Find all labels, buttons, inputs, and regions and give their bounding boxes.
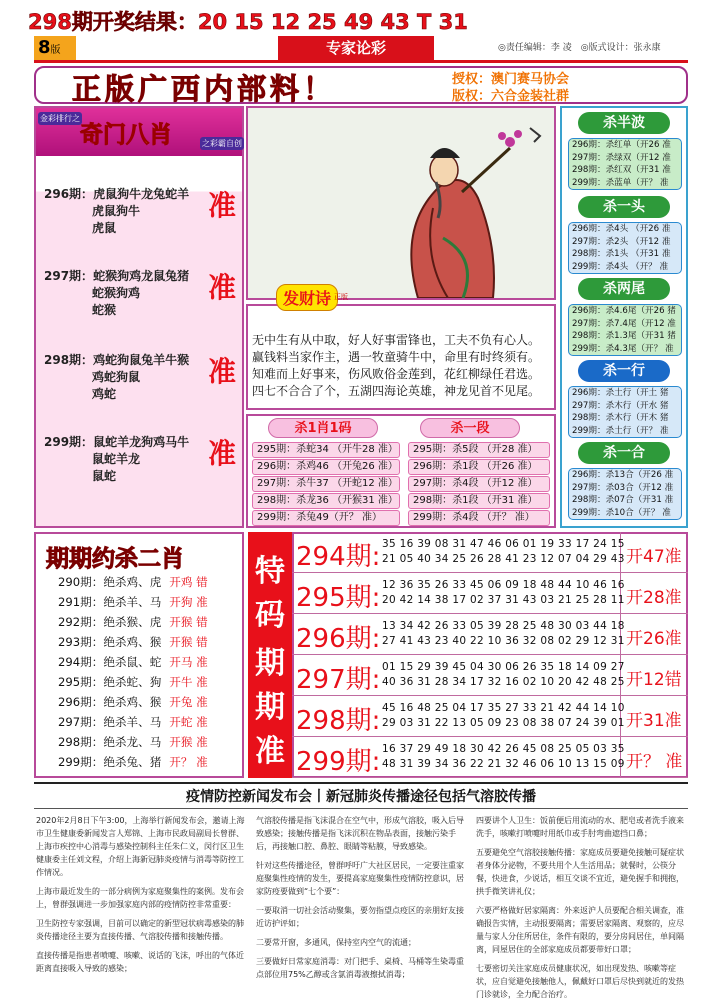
special-code-numbers: 45 16 48 25 04 17 35 27 33 21 42 44 14 10	[382, 702, 625, 714]
kill-one-segment-row: 296期：杀1段 （开26 准）	[408, 459, 550, 475]
qimen-period: 298期：	[44, 353, 94, 367]
kill-two-xiao-result: 开？ 准	[169, 755, 208, 769]
right-group-row: 296期：杀红单（开26 准	[572, 140, 671, 150]
kill-one-xiao-title: 杀1肖1码	[268, 418, 378, 438]
kill-two-xiao-row	[58, 754, 208, 771]
special-code-period: 296期:	[296, 624, 381, 654]
draw-result-headline: 298期开奖结果：20 15 12 25 49 43 T 31	[28, 10, 468, 34]
right-group-title: 杀半波	[578, 112, 670, 134]
qimen-zodiacs-2: 鼠蛇	[92, 469, 117, 483]
qimen-zodiacs-2: 蛇猴	[92, 303, 117, 317]
kill-two-xiao-text: 295期：绝杀蛇、狗	[58, 675, 162, 689]
article-paragraph: 五要避免空气溶胶接触传播：家庭成员要避免接触可疑症状者身体分泌物，不要共用个人生活用品；就餐时，公筷分餐，快进食，少说话，相互交谈不宜近，避免握手和拥抱，拱手微笑讲礼仪；	[476, 848, 684, 896]
page-suffix: 版	[50, 45, 61, 56]
kill-two-xiao-row	[58, 734, 208, 751]
banner-title: 正版广西内部料！	[72, 72, 337, 106]
article-paragraph: 卫生防控专家强调，目前可以确定的新型冠状病毒感染的肺炎传播途径主要为直接传播、气溶胶传播和接触传播。	[36, 919, 244, 941]
special-code-period: 299期:	[296, 747, 381, 777]
article-title-rule	[34, 808, 688, 809]
kill-one-segment-title: 杀一段	[420, 418, 520, 438]
article-top-rule	[34, 782, 688, 784]
qimen-zodiacs-8: 鸡蛇狗鼠兔羊牛猴	[93, 353, 190, 367]
qimen-period: 297期：	[44, 269, 94, 283]
article-paragraph: 一要取消一切社会活动聚集，要勿指望点疫区的亲朋好友接近访护评如；	[256, 906, 464, 928]
page-number: 8	[38, 37, 51, 58]
kill-two-xiao-row	[58, 614, 208, 631]
kill-two-xiao-text: 297期：绝杀羊、马	[58, 715, 162, 729]
kill-two-xiao-result: 开牛 准	[169, 675, 208, 689]
right-group-title: 杀一头	[578, 196, 670, 218]
kill-two-xiao-row	[58, 574, 208, 591]
right-group-row: 299期：杀10合（开？ 准	[572, 507, 671, 518]
special-code-numbers: 01 15 29 39 45 04 30 06 26 35 18 14 09 27	[382, 661, 625, 673]
right-group-row: 296期：杀4.6尾（开26 猪	[572, 306, 676, 316]
qimen-tag-left: 金彩排行之	[40, 114, 80, 123]
qimen-zodiacs-2: 鸡蛇	[92, 387, 117, 401]
special-code-result: 开12错	[626, 670, 682, 690]
right-group-row: 296期：杀土行（开土 猪	[572, 388, 669, 398]
special-code-numbers: 40 36 31 28 34 17 32 16 02 10 20 42 48 25	[382, 676, 625, 688]
special-code-numbers: 13 34 42 26 33 05 39 28 25 48 30 03 44 18	[382, 620, 625, 632]
kill-two-xiao-result: 开蛇 准	[169, 715, 208, 729]
right-group-row: 298期：杀07合（开31 准	[572, 495, 674, 506]
banner-authorization: 授权：澳门赛马协会	[452, 72, 570, 87]
kill-two-xiao-row	[58, 714, 208, 731]
kill-two-xiao-row	[58, 594, 208, 611]
right-group-row: 299期：杀蓝单（开？ 准	[572, 177, 669, 188]
kill-two-xiao-row	[58, 694, 208, 711]
scholar-picture	[248, 108, 554, 298]
special-code-side-char: 期	[255, 690, 285, 725]
kill-two-xiao-text: 298期：绝杀龙、马	[58, 735, 162, 749]
special-code-numbers: 21 05 40 34 25 26 28 41 23 12 07 04 29 43	[382, 553, 625, 565]
right-group-row: 297期：杀03合（开12 准	[572, 482, 674, 493]
qimen-tag-right: 之彩霸自创	[202, 139, 242, 148]
special-code-side-char: 特	[255, 554, 285, 589]
special-code-period: 297期:	[296, 665, 381, 695]
qimen-title: 奇门八肖	[80, 122, 172, 148]
kill-two-xiao-text: 296期：绝杀鸡、猴	[58, 695, 162, 709]
kill-one-xiao-row: 296期：杀鸡46 （开兔26 准）	[252, 459, 400, 475]
special-code-result: 开28准	[626, 588, 682, 608]
right-group-row: 297期：杀2头 （开12 准	[572, 236, 671, 247]
right-group-row: 299期：杀土行（开？ 准	[572, 425, 669, 436]
right-group-row: 299期：杀4.3尾（开？ 准	[572, 343, 674, 354]
right-group-row: 297期：杀木行（开水 猪	[572, 400, 669, 411]
right-group-row: 296期：杀13合（开26 准	[572, 470, 674, 480]
qimen-zodiacs-8: 鼠蛇羊龙狗鸡马牛	[93, 435, 190, 449]
qimen-zhun-mark: 准	[208, 437, 237, 470]
right-group-row: 299期：杀4头 （开？ 准	[572, 261, 669, 272]
right-group-title: 杀一行	[578, 360, 670, 382]
article-paragraph: 气溶胶传播是指飞沫混合在空气中，形成气溶胶，吸入后导致感染；接触传播是指飞沫沉积在物品表面，接触污染手后，再接触口腔、鼻腔、眼睛等粘膜，导致感染。	[256, 816, 464, 851]
right-group-row: 296期：杀4头 （开26 准	[572, 224, 671, 234]
qimen-zodiacs-8: 虎鼠狗牛龙兔蛇羊	[93, 187, 190, 201]
poem-tag-sub: 正版	[334, 293, 348, 301]
right-group-list	[568, 304, 682, 356]
article-paragraph: 四要讲个人卫生：饭前便后用流动的水、肥皂或者洗手液来洗手，咳嗽打喷嚏时用纸巾或手肘弯曲遮挡口鼻；	[476, 816, 684, 838]
qimen-period: 296期：	[44, 187, 94, 201]
kill-one-segment-row: 298期：杀1段 （开31 准）	[408, 493, 550, 509]
right-group-row: 297期：杀绿双（开12 准	[572, 152, 671, 163]
poem-line: 无中生有从中取，好人好事雷锋也，工夫不负有心人。	[252, 333, 541, 347]
special-code-numbers: 16 37 29 49 18 30 42 26 45 08 25 05 03 35	[382, 743, 625, 755]
kill-one-xiao-row: 295期：杀蛇34 （开牛28 准）	[252, 442, 400, 458]
kill-one-xiao-row: 297期：杀牛37 （开蛇12 准）	[252, 476, 400, 492]
article-paragraph: 直接传播是指患者喷嚏、咳嗽、说话的飞沫，呼出的气体近距离直接吸入导致的感染；	[36, 951, 244, 973]
kill-one-segment-row: 297期：杀4段 （开12 准）	[408, 476, 550, 492]
special-code-side-char: 期	[255, 646, 285, 681]
right-group-title: 杀两尾	[578, 278, 670, 300]
special-code-result: 开26准	[626, 629, 682, 649]
kill-two-xiao-result: 开马 准	[169, 655, 208, 669]
special-code-numbers: 12 36 35 26 33 45 06 09 18 48 44 10 46 16	[382, 579, 625, 591]
article-paragraph: 三要做好日常家庭消毒：对门把手、桌椅、马桶等生染毒重点部位用75%乙醇或含氯消毒液擦拭消毒；	[256, 957, 464, 979]
special-code-numbers: 29 03 31 22 13 05 09 23 08 38 07 24 39 01	[382, 717, 625, 729]
qimen-zodiacs-4: 虎鼠狗牛	[92, 204, 141, 218]
page-number-badge	[34, 36, 76, 60]
special-code-numbers: 48 31 39 34 36 22 21 32 46 06 10 13 15 09	[382, 758, 625, 770]
article-paragraph: 七要密切关注家庭成员健康状况，如出现发热、咳嗽等症状，应自觉避免接触他人，佩戴好口罩后尽快到就近的发热门诊就诊，全力配合治疗。	[476, 964, 684, 999]
kill-two-xiao-result: 开猴 准	[169, 735, 208, 749]
qimen-zodiacs-4: 鸡蛇狗鼠	[92, 370, 141, 384]
article-paragraph: 六要严格做好居家隔离：外来返沪人员要配合相关调查，准确报告实情，主动报要隔离；需要居家隔离、观察的，应尽量与家人分住所居住，条件有限的，要分房间居住，单间隔离，同屋居住的全部家庭成员都要带好口罩；	[476, 906, 684, 954]
right-group-row: 298期：杀1.3尾（开31 猪	[572, 331, 676, 342]
kill-two-xiao-text: 299期：绝杀兔、猪	[58, 755, 162, 769]
scholar-illustration	[246, 106, 556, 300]
kill-two-xiao-row	[58, 654, 208, 671]
qimen-zhun-mark: 准	[208, 271, 237, 304]
right-group-title: 杀一合	[578, 442, 670, 464]
article-paragraph: 二要常开窗，多通风，保持室内空气的流通；	[256, 938, 416, 947]
kill-two-xiao-text: 293期：绝杀鸡、猴	[58, 635, 162, 649]
poem-line: 四七不合合了个，五湖四海论英雄，神龙见首不见尾。	[252, 384, 541, 398]
right-group-list	[568, 386, 682, 438]
right-group-row: 298期：杀木行（开木 猪	[572, 413, 669, 424]
kill-one-segment-row: 299期：杀4段 （开？ 准）	[408, 510, 550, 526]
qimen-zodiacs-2: 虎鼠	[92, 221, 117, 235]
kill-one-xiao-row: 298期：杀龙36 （开猴31 准）	[252, 493, 400, 509]
right-group-row: 297期：杀7.4尾（开12 准	[572, 318, 676, 329]
header-divider	[34, 60, 688, 63]
right-group-row: 298期：杀1头 （开31 准	[572, 249, 671, 260]
qimen-zodiacs-4: 鼠蛇羊龙	[92, 452, 141, 466]
qimen-zodiacs-4: 蛇猴狗鸡	[92, 286, 141, 300]
right-group-list	[568, 468, 682, 520]
poem-tag: 发财诗	[276, 284, 338, 311]
special-code-numbers: 35 16 39 08 31 47 46 06 01 19 33 17 24 15	[382, 538, 625, 550]
special-code-numbers: 20 42 14 38 17 02 37 31 43 03 21 25 28 11	[382, 594, 625, 606]
kill-two-xiao-text: 292期：绝杀猴、虎	[58, 615, 162, 629]
special-code-period: 298期:	[296, 706, 381, 736]
article-column-3	[476, 814, 686, 1007]
qimen-zhun-mark: 准	[208, 355, 237, 388]
kill-two-xiao-row	[58, 634, 208, 651]
kill-two-xiao-result: 开猴 错	[169, 615, 208, 629]
kill-two-xiao-result: 开狗 准	[169, 595, 208, 609]
article-paragraph: 上海市最近发生的一部分病例为家庭聚集性的案例。发布会上，曾群强调进一步加强家庭内部的疫情防控非常重要：	[36, 887, 244, 909]
article-paragraph: 针对这些传播途径，曾群呼吁广大社区居民，一定要注重家庭聚集性疫情的发生，要提高家庭聚集性疫情防控意识，居家防疫要做到“七个要”：	[256, 861, 464, 896]
qimen-zodiacs-8: 蛇猴狗鸡龙鼠兔猪	[93, 269, 190, 283]
qimen-zhun-mark: 准	[208, 189, 237, 222]
right-group-list	[568, 138, 682, 190]
article-paragraph: 2020年2月8日下午3:00，上海举行新闻发布会，邀请上海市卫生健康委新闻发言人郑锦、上海市民政局副局长曾群、上海市疾控中心消毒与感染控制科主任朱仁义，闵行区卫生健康委主任刘文程，介绍上海新冠肺炎疫情与消毒等防控工作情况。	[36, 816, 245, 877]
column-name: 专家论彩	[278, 36, 434, 60]
special-code-side-char: 准	[255, 734, 285, 769]
editor-credits: ◎责任编辑：李 凌 ◎版式设计：张永康	[498, 43, 661, 53]
special-code-result: 开？ 准	[626, 752, 683, 772]
kill-one-segment-row: 295期：杀5段 （开28 准）	[408, 442, 550, 458]
special-code-numbers: 27 41 43 23 40 22 10 36 32 08 02 29 12 31	[382, 635, 625, 647]
kill-two-xiao-text: 291期：绝杀羊、马	[58, 595, 162, 609]
kill-two-xiao-row	[58, 674, 208, 691]
special-code-period: 294期:	[296, 542, 381, 572]
special-code-side-char: 码	[255, 598, 285, 633]
article-title: 疫情防控新闻发布会丨新冠肺炎传播途径包括气溶胶传播	[186, 789, 536, 805]
kill-two-xiao-text: 290期：绝杀鸡、虎	[58, 575, 162, 589]
special-code-period: 295期:	[296, 583, 381, 613]
right-group-row: 298期：杀红双（开31 准	[572, 165, 671, 176]
poem-line: 赢钱料当家作主，遇一牧童骑牛中，命里有时终须有。	[252, 350, 541, 364]
article-column-2	[256, 814, 466, 987]
article-column-1	[36, 814, 246, 981]
kill-one-xiao-row: 299期：杀兔49（开？ 准）	[252, 510, 400, 526]
right-group-list	[568, 222, 682, 274]
special-code-result: 开31准	[626, 711, 682, 731]
kill-two-xiao-title: 期期约杀二肖	[46, 546, 184, 572]
special-code-result: 开47准	[626, 547, 682, 567]
poem-line: 知难而上好事来，伤风败俗金莲到，花红柳绿任君选。	[252, 367, 541, 381]
banner-copyright: 版权：六合金装社群	[452, 89, 570, 104]
kill-two-xiao-result: 开鸡 错	[169, 575, 208, 589]
kill-two-xiao-result: 开猴 错	[169, 635, 208, 649]
kill-two-xiao-result: 开兔 准	[169, 695, 208, 709]
qimen-period: 299期：	[44, 435, 94, 449]
kill-two-xiao-text: 294期：绝杀鼠、蛇	[58, 655, 162, 669]
